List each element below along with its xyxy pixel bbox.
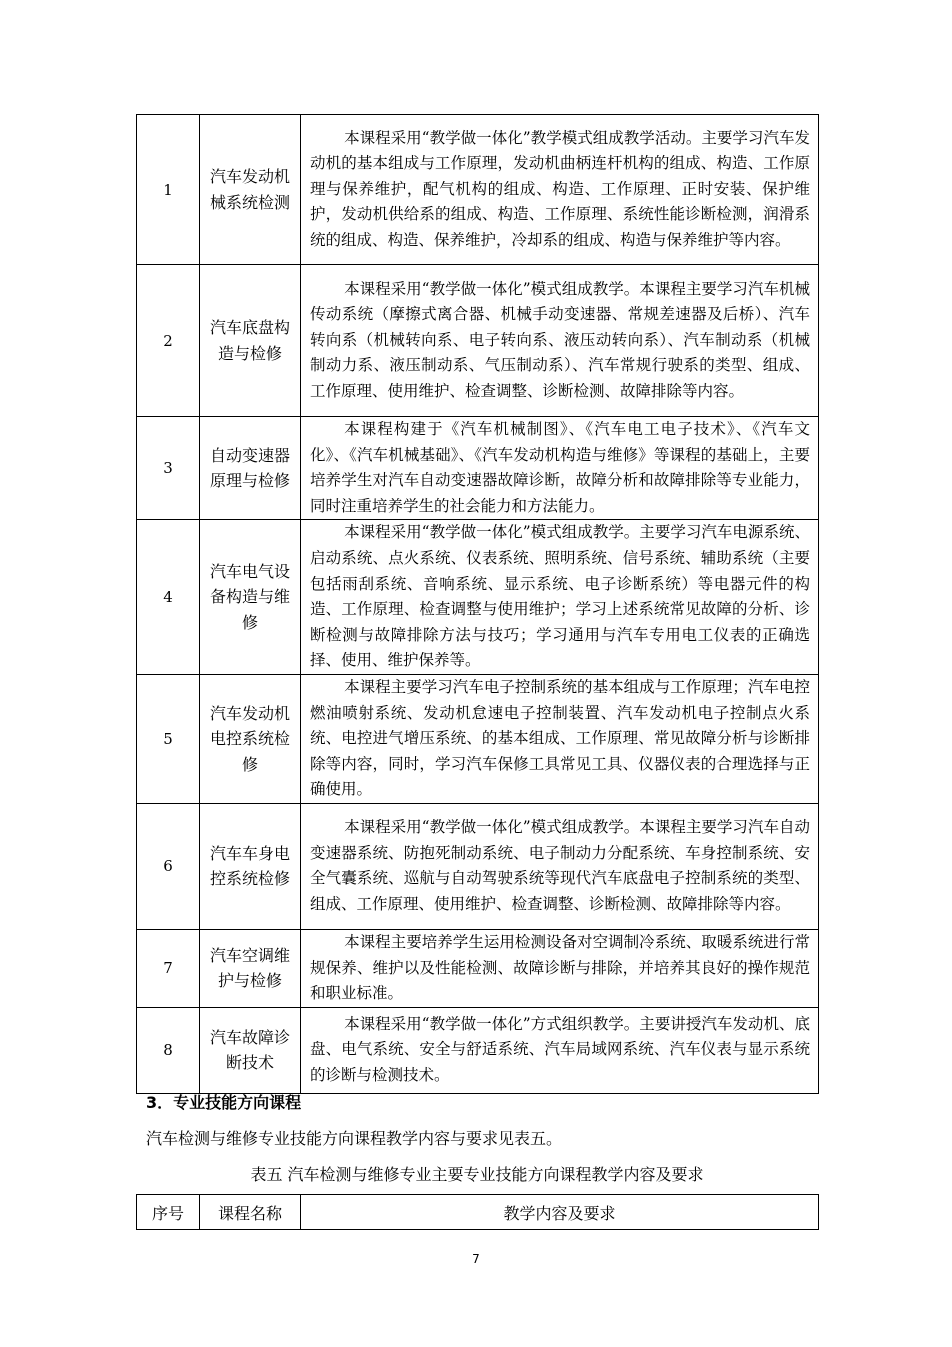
course-description: 本课程采用“教学做一体化”模式组成教学。主要学习汽车电源系统、启动系统、点火系统、仪表系统、照明系统、信号系统、辅助系统（主要包括雨刮系统、音响系统、显示系统、电子诊断系统）等电器元件的构造、工作原理、检查调整与使用维护；学习上述系统常见故障的分析、诊断检测与故障排除方法与技巧；学习通用与汽车专用电工仪表的正确选择、使用、维护保养等。 bbox=[301, 520, 819, 675]
course-description: 本课程采用“教学做一体化”方式组织教学。主要讲授汽车发动机、底盘、电气系统、安全与舒适系统、汽车局域网系统、汽车仪表与显示系统的诊断与检测技术。 bbox=[301, 1007, 819, 1093]
course-description: 本课程主要学习汽车电子控制系统的基本组成与工作原理；汽车电控燃油喷射系统、发动机怠速电子控制装置、汽车发动机电子控制点火系统、电控进气增压系统、的基本组成、工作原理、常见故障分析与诊断排除等内容，同时，学习汽车保修工具常见工具、仪器仪表的合理选择与正确使用。 bbox=[301, 674, 819, 803]
course-number: 8 bbox=[137, 1007, 200, 1093]
course-name: 汽车车身电控系统检修 bbox=[200, 803, 301, 929]
section-heading: 3．专业技能方向课程 bbox=[146, 1093, 302, 1112]
table-row bbox=[137, 674, 819, 803]
table-row bbox=[137, 1007, 819, 1093]
course-number: 2 bbox=[137, 265, 200, 417]
table-header-row bbox=[137, 1195, 819, 1230]
course-name: 汽车发动机电控系统检修 bbox=[200, 674, 301, 803]
page-number: 7 bbox=[472, 1252, 480, 1266]
course-number: 4 bbox=[137, 520, 200, 675]
course-description: 本课程构建于《汽车机械制图》、《汽车电工电子技术》、《汽车文化》、《汽车机械基础》、《汽车发动机构造与维修》等课程的基础上，主要培养学生对汽车自动变速器故障诊断，故障分析和故障排除等专业能力，同时注重培养学生的社会能力和方法能力。 bbox=[301, 417, 819, 520]
table-row bbox=[137, 115, 819, 265]
header-cell-name: 课程名称 bbox=[200, 1195, 301, 1230]
table-row bbox=[137, 520, 819, 675]
course-name: 汽车底盘构造与检修 bbox=[200, 265, 301, 417]
intro-paragraph: 汽车检测与维修专业技能方向课程教学内容与要求见表五。 bbox=[146, 1129, 563, 1148]
table-caption: 表五 汽车检测与维修专业主要专业技能方向课程教学内容及要求 bbox=[250, 1165, 704, 1184]
table-row bbox=[137, 265, 819, 417]
course-number: 6 bbox=[137, 803, 200, 929]
course-name: 汽车发动机械系统检测 bbox=[200, 115, 301, 265]
course-description: 本课程采用“教学做一体化”教学模式组成教学活动。主要学习汽车发动机的基本组成与工作原理，发动机曲柄连杆机构的组成、构造、工作原理与保养维护，配气机构的组成、构造、工作原理、正时安装、保护维护，发动机供给系的组成、构造、工作原理、系统性能诊断检测，润滑系统的组成、构造、保养维护，冷却系的组成、构造与保养维护等内容。 bbox=[301, 115, 819, 265]
course-number: 7 bbox=[137, 929, 200, 1007]
table-row bbox=[137, 803, 819, 929]
table-row bbox=[137, 929, 819, 1007]
course-name: 自动变速器原理与检修 bbox=[200, 417, 301, 520]
next-table-header bbox=[136, 1194, 819, 1230]
course-name: 汽车空调维护与检修 bbox=[200, 929, 301, 1007]
header-cell-number: 序号 bbox=[137, 1195, 200, 1230]
course-number: 5 bbox=[137, 674, 200, 803]
course-description: 本课程采用“教学做一体化”模式组成教学。本课程主要学习汽车自动变速器系统、防抱死制动系统、电子制动力分配系统、车身控制系统、安全气囊系统、巡航与自动驾驶系统等现代汽车底盘电子控制系统的类型、组成、工作原理、使用维护、检查调整、诊断检测、故障排除等内容。 bbox=[301, 803, 819, 929]
header-cell-content: 教学内容及要求 bbox=[301, 1195, 819, 1230]
course-name: 汽车电气设备构造与维修 bbox=[200, 520, 301, 675]
course-number: 1 bbox=[137, 115, 200, 265]
course-description: 本课程主要培养学生运用检测设备对空调制冷系统、取暖系统进行常规保养、维护以及性能检测、故障诊断与排除，并培养其良好的操作规范和职业标准。 bbox=[301, 929, 819, 1007]
course-description: 本课程采用“教学做一体化”模式组成教学。本课程主要学习汽车机械传动系统（摩擦式离合器、机械手动变速器、常规差速器及后桥）、汽车转向系（机械转向系、电子转向系、液压动转向系）、汽车制动系（机械制动力系、液压制动系、气压制动系）、汽车常规行驶系的类型、组成、工作原理、使用维护、检查调整、诊断检测、故障排除等内容。 bbox=[301, 265, 819, 417]
table-row bbox=[137, 417, 819, 520]
course-number: 3 bbox=[137, 417, 200, 520]
course-table bbox=[136, 114, 819, 1094]
course-name: 汽车故障诊断技术 bbox=[200, 1007, 301, 1093]
